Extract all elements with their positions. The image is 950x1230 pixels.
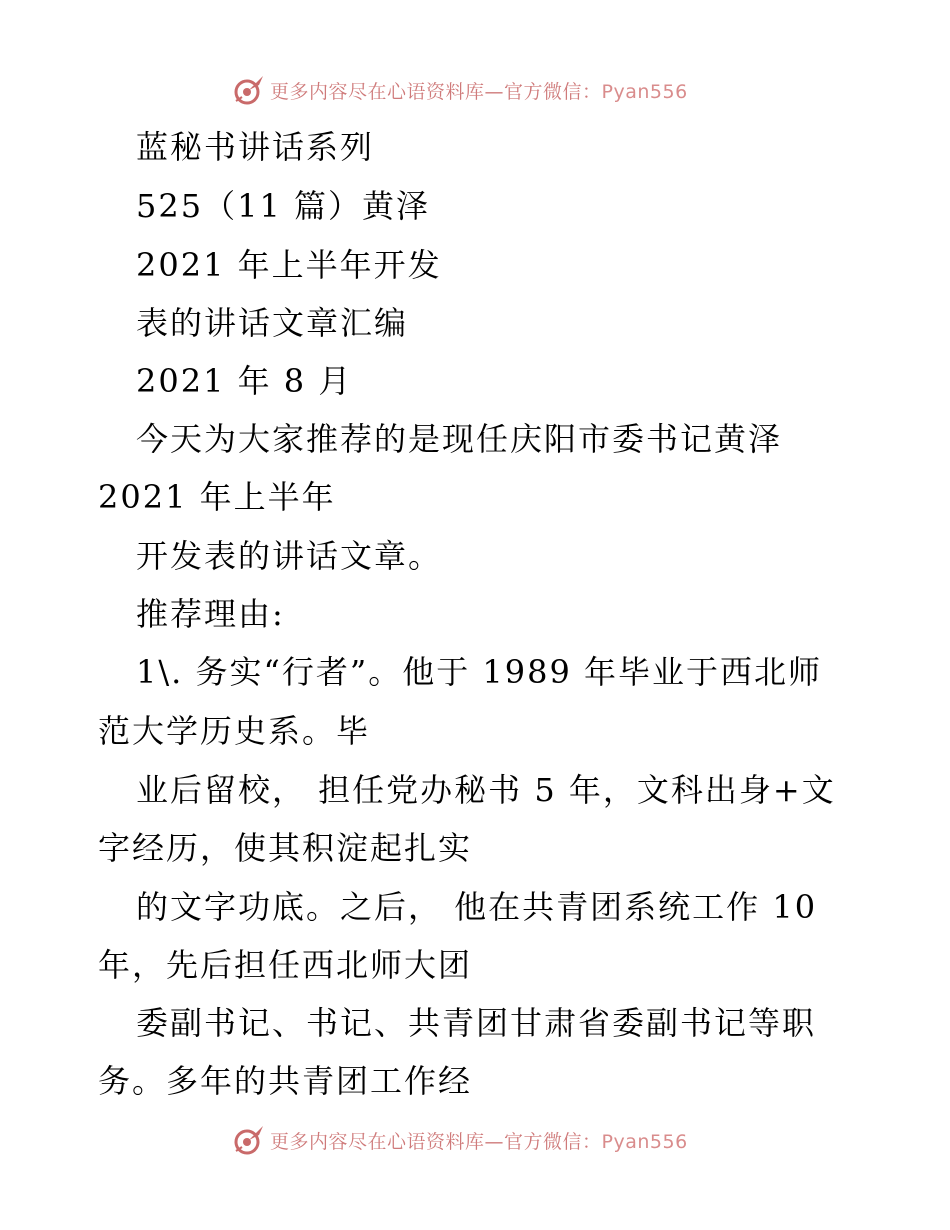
doc-line: 推荐理由: — [136, 595, 285, 633]
watermark-handle: Pyan556 — [601, 1130, 688, 1153]
doc-line: 今天为大家推荐的是现任庆阳市委书记黄泽 — [136, 420, 783, 458]
doc-line: 2021 年上半年 — [98, 478, 336, 516]
doc-line: 表的讲话文章汇编 — [136, 304, 409, 342]
doc-line: 委副书记、书记、共青团甘肃省委副书记等职 — [136, 1004, 817, 1042]
doc-line: 开发表的讲话文章。 — [136, 537, 443, 575]
footer-watermark — [232, 1122, 688, 1158]
watermark-handle: Pyan556 — [601, 80, 688, 103]
doc-line: 业后留校， 担任党办秘书 5 年，文科出身+文 — [136, 771, 836, 809]
doc-title-line: 蓝秘书讲话系列 — [136, 128, 375, 166]
watermark-text: 更多内容尽在心语资料库—官方微信：Pyan556 — [270, 1130, 688, 1153]
doc-line: 字经历，使其积淀起扎实 — [98, 829, 473, 867]
doc-date-line: 2021 年 8 月 — [136, 362, 353, 400]
quill-logo-icon — [232, 1123, 266, 1157]
quill-logo-icon — [232, 73, 266, 107]
doc-line: 年，先后担任西北师大团 — [98, 946, 473, 984]
header-watermark — [232, 72, 688, 108]
doc-line: 务。多年的共青团工作经 — [98, 1062, 473, 1100]
doc-line: 1\. 务实“行者”。他于 1989 年毕业于西北师 — [136, 653, 822, 691]
watermark-text: 更多内容尽在心语资料库—官方微信：Pyan556 — [270, 80, 688, 103]
doc-line: 范大学历史系。毕 — [98, 712, 371, 750]
doc-line: 525（11 篇）黄泽 — [136, 187, 430, 225]
doc-line: 2021 年上半年开发 — [136, 246, 442, 284]
doc-line: 的文字功底。之后， 他在共青团系统工作 10 — [136, 888, 818, 926]
